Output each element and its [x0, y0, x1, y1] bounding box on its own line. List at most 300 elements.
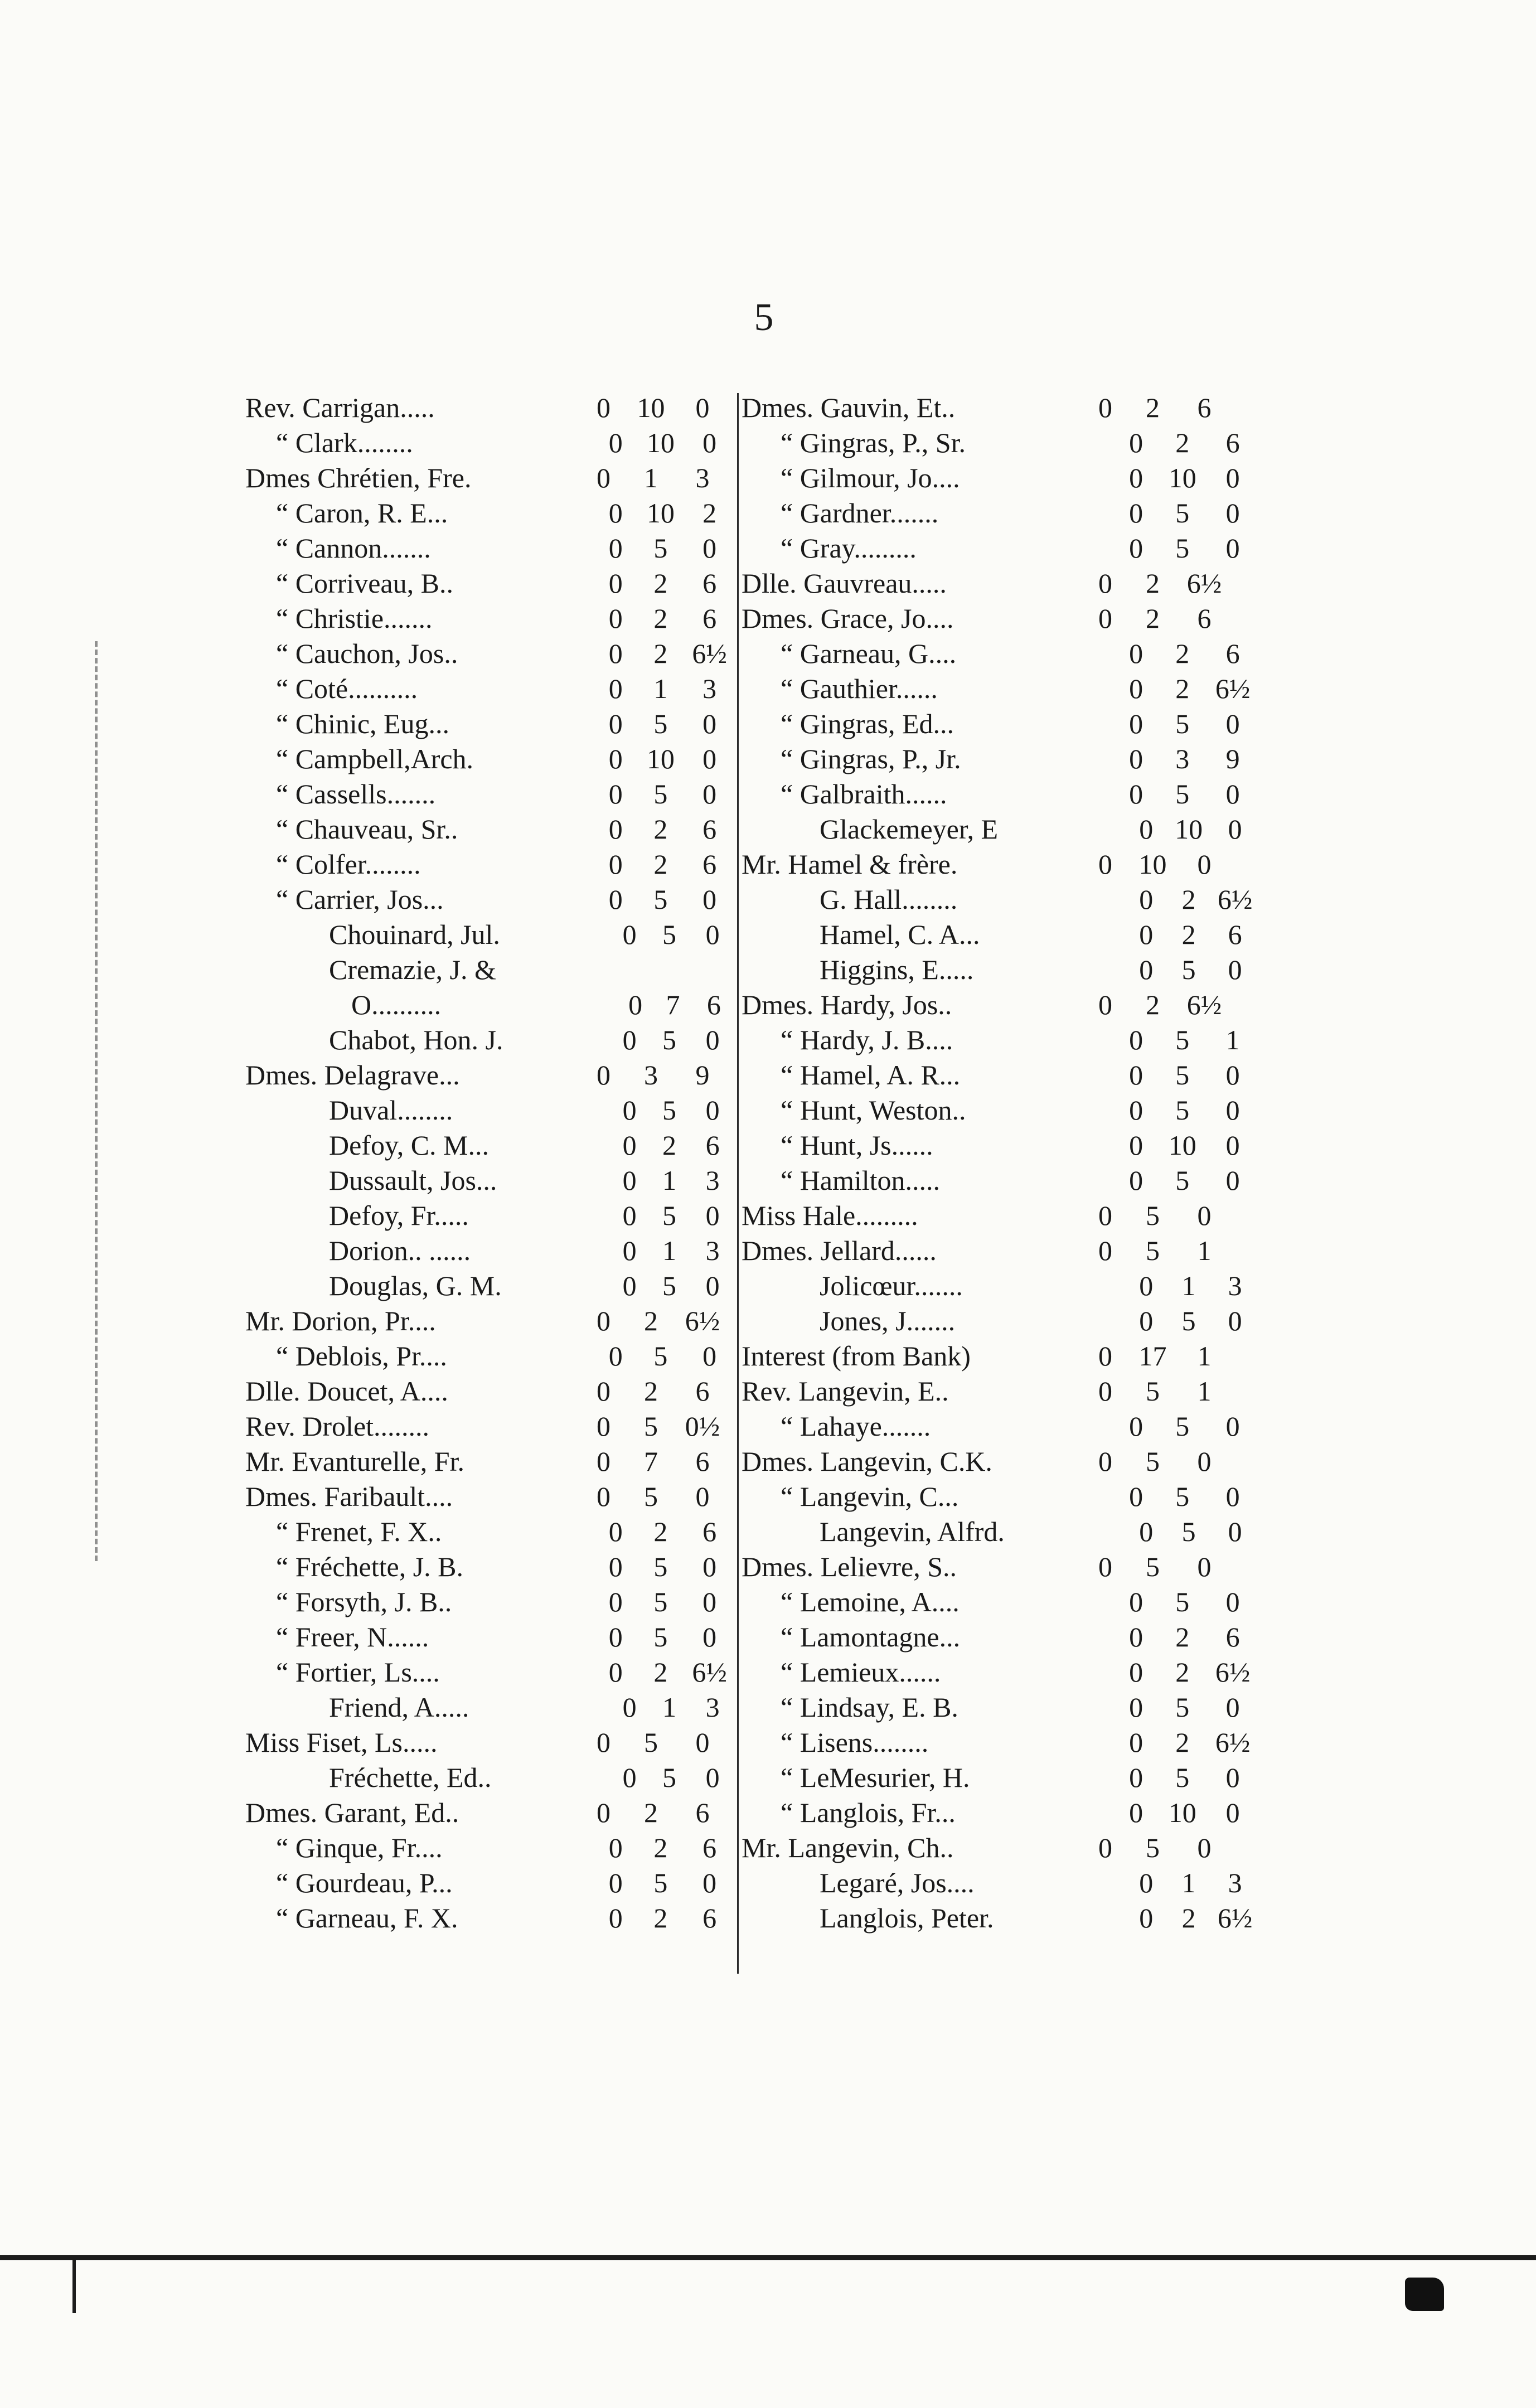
ledger-row — [742, 1093, 1260, 1128]
pounds-amount: 0 — [1129, 462, 1143, 493]
pounds-amount: 0 — [1129, 743, 1143, 774]
contributor-name: “ Gingras, Ed... — [781, 708, 954, 739]
pounds-amount: 0 — [1139, 884, 1154, 915]
pence-amount: 6 — [1225, 638, 1240, 669]
shillings-amount: 5 — [1175, 1586, 1190, 1617]
contributor-name: “ Campbell,Arch. — [276, 743, 474, 774]
ledger-row — [742, 1374, 1260, 1409]
pence-amount: 0 — [1225, 1797, 1240, 1828]
ledger-row — [742, 531, 1260, 566]
ledger-row — [742, 496, 1260, 531]
pence-amount: 9 — [695, 1059, 710, 1091]
contributor-name: Dmes Chrétien, Fre. — [245, 462, 472, 493]
shillings-amount: 2 — [653, 849, 668, 880]
pence-amount: 6½ — [1215, 673, 1251, 704]
ledger-row — [742, 952, 1260, 987]
shillings-amount: 5 — [653, 778, 668, 810]
ledger-row — [245, 987, 736, 1023]
pence-amount: 6 — [702, 603, 717, 634]
pence-amount: 6½ — [692, 638, 727, 669]
shillings-amount: 2 — [653, 1902, 668, 1934]
pounds-amount: 0 — [1139, 1902, 1154, 1934]
shillings-amount: 2 — [1181, 1902, 1196, 1934]
pence-amount: 0 — [1225, 1165, 1240, 1196]
contributor-name: Cremazie, J. & — [329, 954, 496, 985]
contributor-name: Rev. Drolet........ — [245, 1411, 430, 1442]
shillings-amount: 3 — [644, 1059, 658, 1091]
pence-amount: 0 — [1225, 708, 1240, 739]
ledger-row — [742, 1620, 1260, 1655]
pence-amount: 1 — [1197, 1235, 1212, 1266]
shillings-amount: 1 — [1181, 1867, 1196, 1898]
contributor-name: “ Cauchon, Jos.. — [276, 638, 458, 669]
pounds-amount: 0 — [1139, 813, 1154, 845]
pence-amount: 0 — [702, 1586, 717, 1617]
pounds-amount: 0 — [597, 1375, 610, 1407]
ledger-row — [742, 1830, 1260, 1866]
pence-amount: 0 — [705, 1200, 720, 1231]
pence-amount: 0 — [1225, 1762, 1240, 1793]
pence-amount: 6½ — [1186, 568, 1222, 599]
pounds-amount: 0 — [608, 1656, 623, 1688]
pounds-amount: 0 — [608, 427, 623, 458]
pence-amount: 0 — [1197, 1446, 1212, 1477]
shillings-amount: 2 — [644, 1305, 658, 1336]
shillings-amount: 5 — [1175, 708, 1190, 739]
shillings-amount: 2 — [653, 1516, 668, 1547]
pence-amount: 6 — [695, 1446, 710, 1477]
pounds-amount: 0 — [622, 1165, 637, 1196]
pence-amount: 3 — [1228, 1270, 1242, 1301]
contributor-name: “ Hunt, Weston.. — [781, 1094, 966, 1126]
pence-amount: 6 — [695, 1375, 710, 1407]
pence-amount: 0 — [1225, 497, 1240, 529]
contributor-name: Dmes. Faribault.... — [245, 1481, 453, 1512]
ledger-row — [742, 1409, 1260, 1444]
pounds-amount: 0 — [1129, 1586, 1143, 1617]
shillings-amount: 2 — [1175, 1727, 1190, 1758]
pence-amount: 6 — [702, 813, 717, 845]
shillings-amount: 2 — [653, 568, 668, 599]
shillings-amount: 5 — [1175, 1094, 1190, 1126]
pounds-amount: 0 — [597, 1797, 610, 1828]
ledger-row — [742, 566, 1260, 601]
contributor-name: “ Hunt, Js...... — [781, 1130, 933, 1161]
ledger-row — [742, 1444, 1260, 1479]
shillings-amount: 2 — [662, 1130, 676, 1161]
ledger-row — [742, 1585, 1260, 1620]
ledger-row — [742, 1690, 1260, 1725]
pence-amount: 6 — [702, 1902, 717, 1934]
contributor-name: “ Lisens........ — [781, 1727, 929, 1758]
shillings-amount: 10 — [646, 497, 675, 529]
ledger-row — [245, 1690, 736, 1725]
ledger-row — [245, 706, 736, 742]
ledger-row — [245, 742, 736, 777]
shillings-amount: 1 — [662, 1692, 676, 1723]
pence-amount: 1 — [1225, 1024, 1240, 1055]
contributor-name: “ Lindsay, E. B. — [781, 1692, 958, 1723]
ledger-row — [245, 1374, 736, 1409]
pounds-amount: 0 — [1129, 497, 1143, 529]
contributor-name: “ Gardner....... — [781, 497, 939, 529]
shillings-amount: 10 — [1168, 462, 1196, 493]
contributor-name: Mr. Hamel & frère. — [742, 849, 958, 880]
pounds-amount: 0 — [597, 1411, 610, 1442]
contributor-name: “ Cassells....... — [276, 778, 436, 810]
pence-amount: 6 — [702, 1516, 717, 1547]
ledger-row — [245, 636, 736, 671]
pounds-amount: 0 — [608, 568, 623, 599]
shillings-amount: 5 — [1146, 1551, 1160, 1582]
pounds-amount: 0 — [1139, 1270, 1154, 1301]
ledger-row — [245, 425, 736, 461]
ledger-row — [245, 1866, 736, 1901]
page-number: 5 — [754, 296, 774, 339]
pence-amount: 3 — [705, 1165, 720, 1196]
contributor-name: Dmes. Hardy, Jos.. — [742, 989, 952, 1020]
ledger-row — [742, 425, 1260, 461]
pounds-amount: 0 — [1098, 849, 1112, 880]
pounds-amount: 0 — [608, 1551, 623, 1582]
shillings-amount: 5 — [1146, 1235, 1160, 1266]
ledger-row — [742, 461, 1260, 496]
shillings-amount: 10 — [1138, 849, 1167, 880]
pence-amount: 3 — [1228, 1867, 1242, 1898]
pence-amount: 0 — [705, 1270, 720, 1301]
ledger-row — [245, 1409, 736, 1444]
pounds-amount: 0 — [1098, 603, 1112, 634]
pence-amount: 6 — [702, 849, 717, 880]
margin-marks — [95, 641, 120, 1561]
contributor-name: Defoy, C. M... — [329, 1130, 490, 1161]
pence-amount: 3 — [705, 1692, 720, 1723]
pounds-amount: 0 — [1129, 427, 1143, 458]
contributor-name: Mr. Evanturelle, Fr. — [245, 1446, 464, 1477]
pence-amount: 0 — [702, 708, 717, 739]
pounds-amount: 0 — [622, 1094, 637, 1126]
ledger-row — [245, 531, 736, 566]
contributor-name: Glackemeyer, E — [820, 813, 999, 845]
ledger-row — [742, 847, 1260, 882]
pence-amount: 0 — [1225, 1411, 1240, 1442]
shillings-amount: 2 — [653, 1656, 668, 1688]
contributor-name: “ Gingras, P., Sr. — [781, 427, 966, 458]
contributor-name: “ Deblois, Pr.... — [276, 1340, 447, 1372]
bottom-rule-tick — [72, 2260, 76, 2313]
pence-amount: 0 — [705, 919, 720, 950]
pence-amount: 6½ — [1186, 989, 1222, 1020]
shillings-amount: 5 — [1146, 1375, 1160, 1407]
pounds-amount: 0 — [1129, 1094, 1143, 1126]
pence-amount: 0 — [1197, 1200, 1212, 1231]
pounds-amount: 0 — [1098, 1551, 1112, 1582]
contributor-name: Dmes. Langevin, C.K. — [742, 1446, 992, 1477]
contributor-name: Legaré, Jos.... — [820, 1867, 975, 1898]
contributor-name: Miss Fiset, Ls..... — [245, 1727, 438, 1758]
contributor-name: Miss Hale......... — [742, 1200, 918, 1231]
bottom-rule — [0, 2255, 1536, 2260]
contributor-name: Rev. Carrigan..... — [245, 392, 435, 423]
shillings-amount: 2 — [653, 813, 668, 845]
shillings-amount: 5 — [1175, 1165, 1190, 1196]
contributor-name: “ Ginque, Fr.... — [276, 1832, 443, 1863]
pounds-amount: 0 — [597, 1305, 610, 1336]
ledger-row — [742, 1339, 1260, 1374]
contributor-name: “ Coté.......... — [276, 673, 418, 704]
pence-amount: 6½ — [685, 1305, 720, 1336]
contributor-name: “ Lemoine, A.... — [781, 1586, 960, 1617]
ledger-row — [245, 601, 736, 636]
pounds-amount: 0 — [1098, 1340, 1112, 1372]
pounds-amount: 0 — [597, 1059, 610, 1091]
shillings-amount: 2 — [644, 1797, 658, 1828]
shillings-amount: 5 — [1175, 1692, 1190, 1723]
shillings-amount: 2 — [1175, 638, 1190, 669]
shillings-amount: 5 — [1146, 1200, 1160, 1231]
pence-amount: 0 — [1225, 778, 1240, 810]
shillings-amount: 5 — [662, 919, 676, 950]
contributor-name: Dmes. Delagrave... — [245, 1059, 460, 1091]
contributor-name: “ Gray......... — [781, 532, 917, 564]
ledger-row — [245, 1760, 736, 1795]
contributor-name: Mr. Dorion, Pr.... — [245, 1305, 436, 1336]
shillings-amount: 10 — [1168, 1130, 1196, 1161]
ledger-row — [742, 601, 1260, 636]
pounds-amount: 0 — [1098, 1446, 1112, 1477]
pounds-amount: 0 — [608, 708, 623, 739]
contributor-name: Higgins, E..... — [820, 954, 974, 985]
pounds-amount: 0 — [1098, 989, 1112, 1020]
ledger-row — [245, 1620, 736, 1655]
pounds-amount: 0 — [608, 673, 623, 704]
pounds-amount: 0 — [622, 1762, 637, 1793]
shillings-amount: 2 — [1181, 919, 1196, 950]
ledger-row — [742, 812, 1260, 847]
ledger-row — [245, 1128, 736, 1163]
pounds-amount: 0 — [1129, 1762, 1143, 1793]
contributor-name: Dorion.. ...... — [329, 1235, 471, 1266]
shillings-amount: 2 — [644, 1375, 658, 1407]
contributor-name: “ Lahaye....... — [781, 1411, 931, 1442]
pounds-amount: 0 — [1129, 1727, 1143, 1758]
shillings-amount: 5 — [1175, 1024, 1190, 1055]
contributor-name: “ Cannon....... — [276, 532, 431, 564]
shillings-amount: 5 — [1146, 1832, 1160, 1863]
pounds-amount: 0 — [1129, 1621, 1143, 1653]
contributor-name: “ Galbraith...... — [781, 778, 947, 810]
shillings-amount: 5 — [653, 884, 668, 915]
pounds-amount: 0 — [1129, 1059, 1143, 1091]
pounds-amount: 0 — [622, 1200, 637, 1231]
contributor-name: “ Gingras, P., Jr. — [781, 743, 961, 774]
ledger-row — [742, 882, 1260, 917]
ledger-row — [245, 1585, 736, 1620]
contributor-name: “ Gauthier...... — [781, 673, 938, 704]
contributor-name: Friend, A..... — [329, 1692, 469, 1723]
pounds-amount: 0 — [1098, 392, 1112, 423]
ledger-row — [742, 706, 1260, 742]
shillings-amount: 2 — [1181, 884, 1196, 915]
pence-amount: 0 — [1228, 1305, 1242, 1336]
shillings-amount: 5 — [662, 1200, 676, 1231]
ledger-row — [742, 1725, 1260, 1760]
ledger-row — [245, 1549, 736, 1585]
ledger-row — [245, 390, 736, 425]
shillings-amount: 2 — [653, 1832, 668, 1863]
shillings-amount: 2 — [653, 603, 668, 634]
shillings-amount: 5 — [1181, 1305, 1196, 1336]
ledger-row — [742, 671, 1260, 706]
pounds-amount: 0 — [1129, 1411, 1143, 1442]
contributor-name: “ Langevin, C... — [781, 1481, 959, 1512]
pounds-amount: 0 — [597, 1727, 610, 1758]
contributor-name: Jolicœur....... — [820, 1270, 963, 1301]
ledger-row — [245, 1514, 736, 1549]
pounds-amount: 0 — [622, 1130, 637, 1161]
pounds-amount: 0 — [1129, 1481, 1143, 1512]
shillings-amount: 1 — [653, 673, 668, 704]
pounds-amount: 0 — [597, 1481, 610, 1512]
pence-amount: 0 — [1225, 1586, 1240, 1617]
contributor-name: “ Clark........ — [276, 427, 413, 458]
pounds-amount: 0 — [608, 849, 623, 880]
contributor-name: “ Colfer........ — [276, 849, 421, 880]
ledger-row — [245, 496, 736, 531]
pence-amount: 6 — [706, 989, 721, 1020]
contributor-name: “ Gilmour, Jo.... — [781, 462, 960, 493]
pence-amount: 0 — [1197, 1832, 1212, 1863]
ledger-row — [245, 1163, 736, 1198]
pounds-amount: 0 — [628, 989, 643, 1020]
pence-amount: 3 — [695, 462, 710, 493]
pence-amount: 6 — [702, 568, 717, 599]
left-column — [245, 390, 736, 1936]
contributor-name: “ Lemieux...... — [781, 1656, 941, 1688]
shillings-amount: 5 — [662, 1094, 676, 1126]
pounds-amount: 0 — [608, 1516, 623, 1547]
pounds-amount: 0 — [1129, 1692, 1143, 1723]
contributor-name: “ Chinic, Eug... — [276, 708, 450, 739]
shillings-amount: 5 — [1181, 1516, 1196, 1547]
contributor-name: G. Hall........ — [820, 884, 958, 915]
contributor-name: “ LeMesurier, H. — [781, 1762, 970, 1793]
pence-amount: 0 — [1228, 1516, 1242, 1547]
pounds-amount: 0 — [608, 1586, 623, 1617]
pence-amount: 6 — [705, 1130, 720, 1161]
shillings-amount: 5 — [1175, 778, 1190, 810]
pounds-amount: 0 — [1129, 708, 1143, 739]
ledger-row — [245, 812, 736, 847]
ledger-row — [742, 1760, 1260, 1795]
pounds-amount: 0 — [608, 1902, 623, 1934]
shillings-amount: 1 — [662, 1235, 676, 1266]
ledger-row — [742, 742, 1260, 777]
contributor-name: Hamel, C. A... — [820, 919, 980, 950]
contributor-name: Fréchette, Ed.. — [329, 1762, 492, 1793]
contributor-name: Chabot, Hon. J. — [329, 1024, 503, 1055]
ledger-row — [742, 1163, 1260, 1198]
shillings-amount: 5 — [662, 1024, 676, 1055]
contributor-name: Jones, J....... — [820, 1305, 956, 1336]
pence-amount: 0 — [702, 743, 717, 774]
pence-amount: 0 — [1225, 1059, 1240, 1091]
contributor-name: Defoy, Fr..... — [329, 1200, 469, 1231]
contributor-name: “ Frenet, F. X.. — [276, 1516, 442, 1547]
ledger-row — [245, 847, 736, 882]
pounds-amount: 0 — [622, 1270, 637, 1301]
ledger-row — [245, 1655, 736, 1690]
contributor-name: “ Carrier, Jos... — [276, 884, 444, 915]
pounds-amount: 0 — [1139, 1305, 1154, 1336]
shillings-amount: 5 — [653, 532, 668, 564]
pence-amount: 6 — [1225, 1621, 1240, 1653]
pence-amount: 0 — [702, 778, 717, 810]
pounds-amount: 0 — [1139, 919, 1154, 950]
pence-amount: 6½ — [1217, 1902, 1253, 1934]
pounds-amount: 0 — [608, 884, 623, 915]
ledger-row — [742, 1304, 1260, 1339]
ink-blot — [1405, 2278, 1444, 2311]
contributor-name: Dmes. Grace, Jo.... — [742, 603, 954, 634]
pounds-amount: 0 — [608, 1832, 623, 1863]
shillings-amount: 10 — [637, 392, 665, 423]
pounds-amount: 0 — [1129, 1024, 1143, 1055]
pence-amount: 0 — [702, 884, 717, 915]
pounds-amount: 0 — [597, 462, 610, 493]
ledger-row — [742, 1058, 1260, 1093]
pence-amount: 0 — [695, 1481, 710, 1512]
shillings-amount: 2 — [653, 638, 668, 669]
shillings-amount: 5 — [644, 1411, 658, 1442]
ledger-row — [742, 917, 1260, 952]
shillings-amount: 3 — [1175, 743, 1190, 774]
pounds-amount: 0 — [1129, 532, 1143, 564]
shillings-amount: 5 — [1175, 1059, 1190, 1091]
shillings-amount: 2 — [1146, 603, 1160, 634]
shillings-amount: 10 — [646, 427, 675, 458]
pence-amount: 0 — [705, 1024, 720, 1055]
pence-amount: 0 — [695, 1727, 710, 1758]
pounds-amount: 0 — [608, 638, 623, 669]
pence-amount: 0 — [702, 1621, 717, 1653]
shillings-amount: 5 — [1175, 1762, 1190, 1793]
ledger-row — [742, 1128, 1260, 1163]
pounds-amount: 0 — [608, 743, 623, 774]
contributor-name: Dmes. Garant, Ed.. — [245, 1797, 459, 1828]
pence-amount: 6½ — [1215, 1656, 1251, 1688]
pounds-amount: 0 — [608, 497, 623, 529]
shillings-amount: 2 — [1146, 568, 1160, 599]
ledger-row — [245, 1479, 736, 1514]
shillings-amount: 1 — [1181, 1270, 1196, 1301]
pence-amount: 0 — [1228, 954, 1242, 985]
pounds-amount: 0 — [1139, 954, 1154, 985]
shillings-amount: 5 — [644, 1727, 658, 1758]
contributor-name: Langlois, Peter. — [820, 1902, 994, 1934]
pounds-amount: 0 — [1098, 1375, 1112, 1407]
ledger-row — [245, 1901, 736, 1936]
pounds-amount: 0 — [1098, 1832, 1112, 1863]
pounds-amount: 0 — [1139, 1516, 1154, 1547]
pounds-amount: 0 — [1129, 1797, 1143, 1828]
ledger-row — [245, 882, 736, 917]
contributor-name: “ Langlois, Fr... — [781, 1797, 956, 1828]
ledger-row — [742, 777, 1260, 812]
pence-amount: 3 — [702, 673, 717, 704]
contributor-name: “ Forsyth, J. B.. — [276, 1586, 452, 1617]
shillings-amount: 2 — [1146, 392, 1160, 423]
